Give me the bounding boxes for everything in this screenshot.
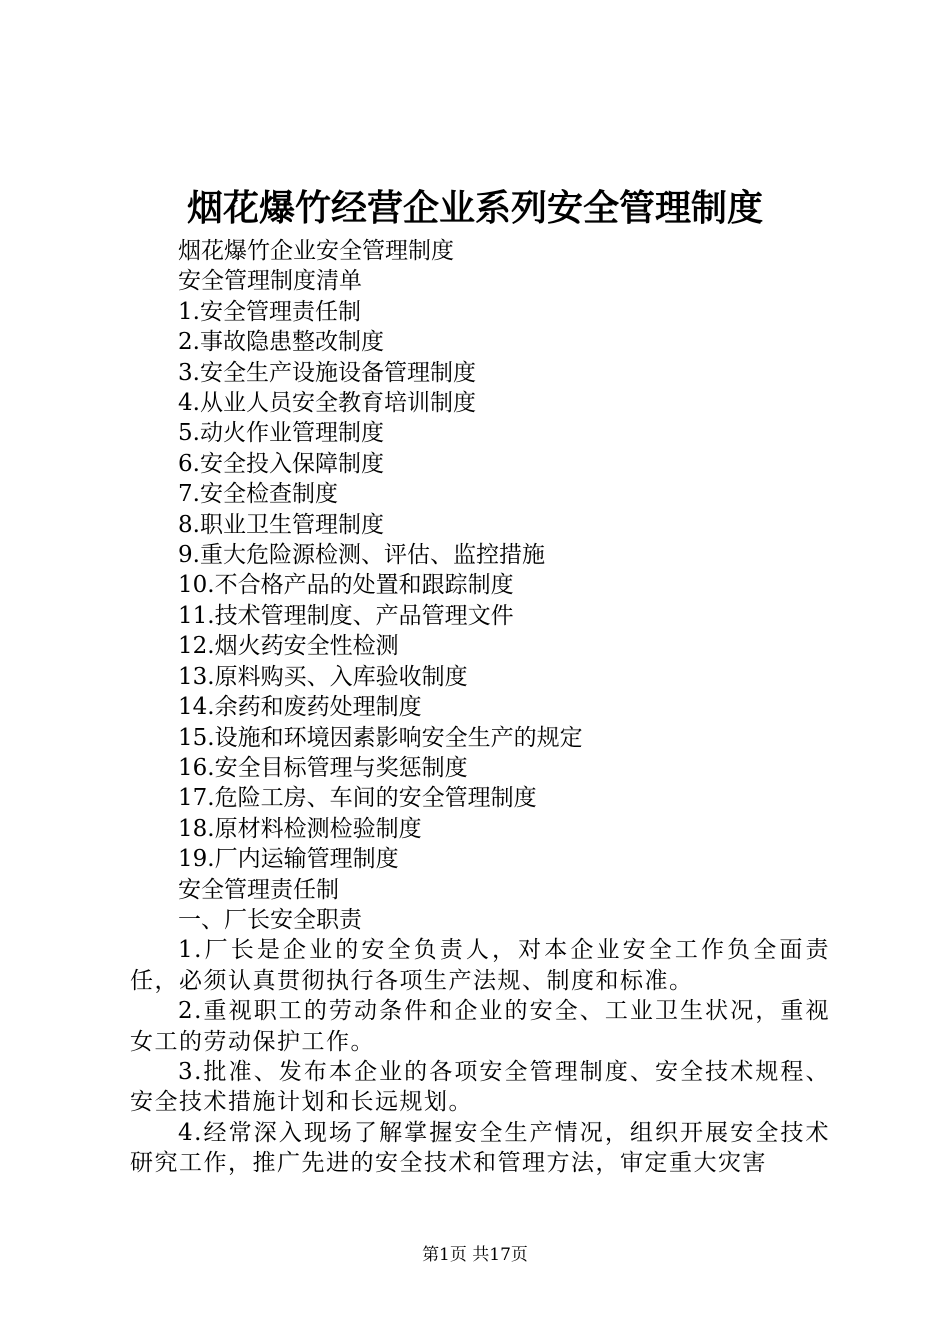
list-item: 5.动火作业管理制度 (178, 420, 384, 447)
paragraph: 1.厂长是企业的安全负责人，对本企业安全工作负全面责任，必须认真贯彻执行各项生产法规、制度和标准。 (130, 937, 830, 994)
list-item: 6.安全投入保障制度 (178, 450, 384, 477)
document-title: 烟花爆竹经营企业系列安全管理制度 (186, 187, 763, 229)
list-item: 17.危险工房、车间的安全管理制度 (178, 785, 537, 812)
list-item: 7.安全检查制度 (178, 481, 338, 508)
paragraph: 3.批准、发布本企业的各项安全管理制度、安全技术规程、安全技术措施计划和长远规划。 (130, 1058, 830, 1116)
list-item: 16.安全目标管理与奖惩制度 (178, 754, 468, 781)
document-body (130, 236, 830, 1179)
section-heading: 一、厂长安全职责 (178, 906, 362, 933)
list-item: 13.原料购买、入库验收制度 (178, 663, 468, 690)
section-heading: 安全管理责任制 (178, 876, 339, 903)
list-item: 3.安全生产设施设备管理制度 (178, 359, 476, 386)
paragraph: 2.重视职工的劳动条件和企业的安全、工业卫生状况，重视女工的劳动保护工作。 (130, 998, 830, 1055)
list-item: 烟花爆竹企业安全管理制度 (178, 238, 454, 264)
list-item: 19.厂内运输管理制度 (178, 846, 399, 873)
list-item: 2.事故隐患整改制度 (178, 329, 384, 356)
list-item: 1.安全管理责任制 (178, 298, 361, 325)
page-footer: 第1页 共17页 (422, 1245, 528, 1265)
list-item: 14.余药和废药处理制度 (178, 694, 422, 721)
list-item: 10.不合格产品的处置和跟踪制度 (178, 572, 514, 599)
list-item: 9.重大危险源检测、评估、监控措施 (178, 542, 545, 569)
list-item: 4.从业人员安全教育培训制度 (178, 390, 476, 417)
list-item: 11.技术管理制度、产品管理文件 (178, 602, 514, 629)
list-item: 安全管理制度清单 (178, 268, 362, 295)
list-item: 18.原材料检测检验制度 (178, 815, 422, 842)
list-item: 8.职业卫生管理制度 (178, 511, 384, 538)
list-item: 12.烟火药安全性检测 (178, 633, 399, 660)
paragraph: 4.经常深入现场了解掌握安全生产情况，组织开展安全技术研究工作，推广先进的安全技术和管理方法，审定重大灾害 (130, 1119, 830, 1177)
list-item: 15.设施和环境因素影响安全生产的规定 (178, 724, 583, 751)
